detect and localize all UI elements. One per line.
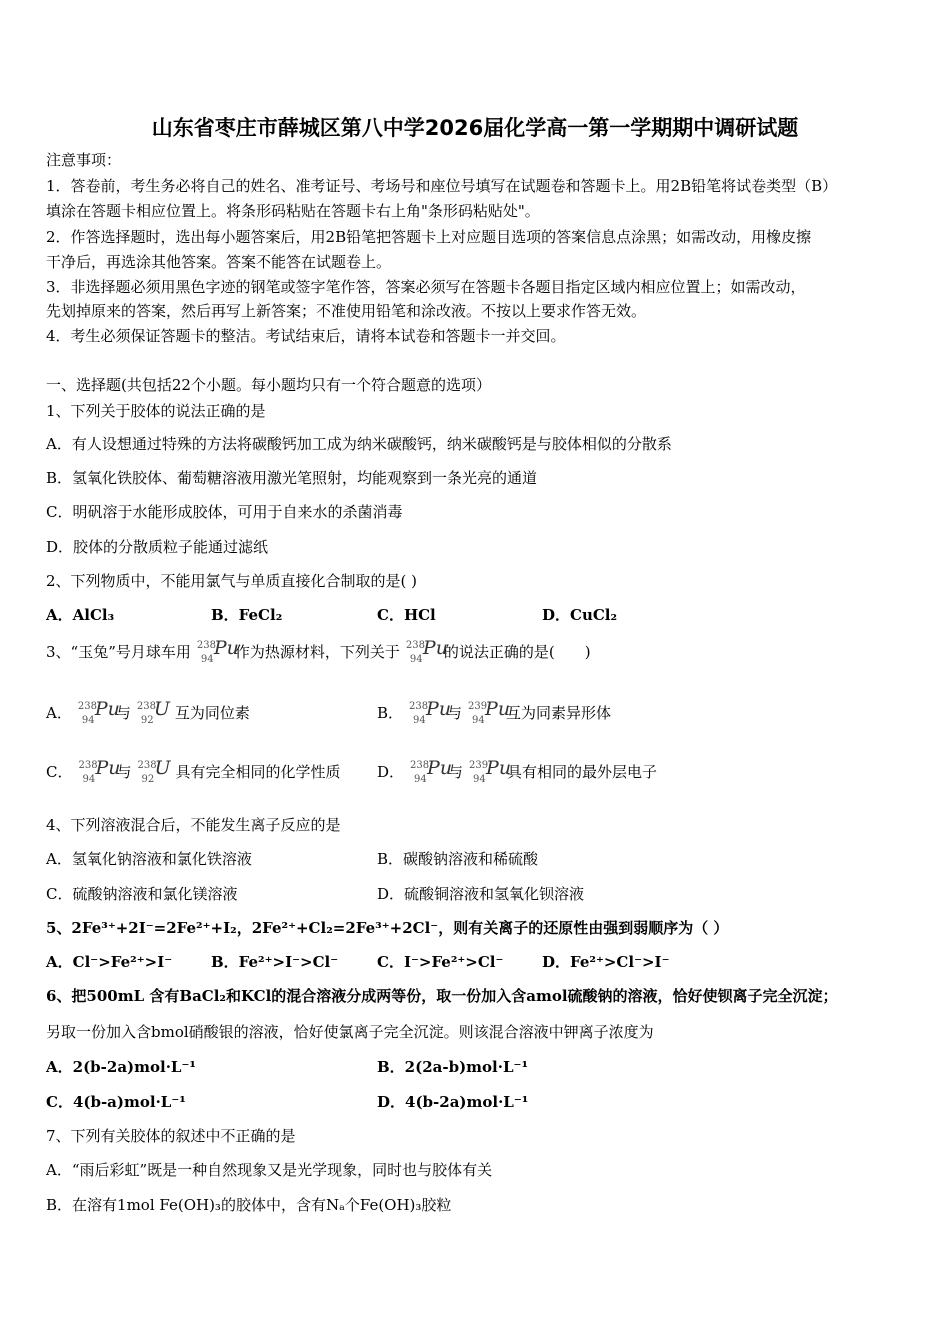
atomic-number: 94 [82,774,96,785]
q3-option-d [377,756,657,790]
connector: 与 [447,704,463,722]
connector: 与 [448,763,464,781]
atomic-number: 94 [409,654,423,665]
q2-option-b: B．FeCl₂ [211,606,283,624]
nuclide-pu238 [72,756,121,790]
q3-option-c [46,756,341,790]
question-7-stem: 7、下列有关胶体的叙述中不正确的是 [46,1127,296,1145]
atomic-number: 92 [140,715,154,726]
nuclide-pu238 [404,756,453,790]
option-label: A． [46,704,72,722]
nuclide-pu238 [400,636,448,670]
q6-option-c: C．4(b-a)mol·L⁻¹ [46,1093,186,1111]
nuclide-pu239 [463,756,512,790]
notice-line: 1．答卷前，考生务必将自己的姓名、准考证号、考场号和座位号填写在试题卷和答题卡上。用2B铅笔将试卷类型（B） [46,177,838,195]
q4-option-c: C．硫酸钠溶液和氯化镁溶液 [46,885,238,903]
mass-number: 238 [137,760,157,771]
q4-option-a: A．氢氧化钠溶液和氯化铁溶液 [46,850,252,868]
element-symbol: U [154,757,171,779]
nuclide-pu238 [191,636,239,670]
option-text: 具有完全相同的化学性质 [175,763,341,781]
option-label: B． [377,704,404,722]
q3-option-a [46,697,250,731]
nuclide-pu238 [72,697,120,731]
mass-number: 239 [469,760,489,771]
mass-number: 239 [468,701,488,712]
q1-option-c: C．明矾溶于水能形成胶体，可用于自来水的杀菌消毒 [46,503,403,521]
q6-option-b: B．2(2a-b)mol·L⁻¹ [377,1058,529,1076]
nuclide-pu239 [462,697,511,731]
q5-option-a: A．Cl⁻>Fe²⁺>I⁻ [46,953,173,971]
element-symbol: Pu [422,637,448,659]
q1-option-a: A．有人设想通过特殊的方法将碳酸钙加工成为纳米碳酸钙，纳米碳酸钙是与胶体相似的分散系 [46,435,672,453]
option-label: D． [377,763,405,781]
q2-option-c: C．HCl [377,606,436,624]
q1-option-d: D．胶体的分散质粒子能通过滤纸 [46,538,269,556]
connector: 与 [116,763,132,781]
q5-option-d: D．Fe²⁺>Cl⁻>I⁻ [542,953,670,971]
atomic-number: 94 [200,654,214,665]
notice-line: 先划掉原来的答案，然后再写上新答案；不准使用铅笔和涂改液。不按以上要求作答无效。 [46,302,647,320]
question-1-stem: 1、下列关于胶体的说法正确的是 [46,402,266,420]
nuclide-u238 [132,756,176,790]
q2-option-d: D．CuCl₂ [542,606,618,624]
atomic-number: 94 [414,774,427,785]
element-symbol: Pu [485,698,511,720]
element-symbol: Pu [95,757,121,779]
q7-option-a: A．“雨后彩虹”既是一种自然现象又是光学现象，同时也与胶体有关 [46,1161,493,1179]
atomic-number: 94 [473,774,486,785]
q3-option-b [377,697,611,731]
q7-option-b: B．在溶有1mol Fe(OH)₃的胶体中，含有Nₐ个Fe(OH)₃胶粒 [46,1196,452,1214]
element-symbol: Pu [486,757,512,779]
atomic-number: 94 [413,715,426,726]
question-5-stem: 5、2Fe³⁺+2I⁻=2Fe²⁺+I₂，2Fe²⁺+Cl₂=2Fe³⁺+2Cl⁻，则有关离子的还原性由强到弱顺序为（ ） [46,919,729,937]
option-label: C． [46,763,73,781]
q6-option-d: D．4(b-2a)mol·L⁻¹ [377,1093,529,1111]
q4-option-d: D．硫酸铜溶液和氢氧化钡溶液 [377,885,585,903]
element-symbol: Pu [94,698,120,720]
atomic-number: 92 [141,774,155,785]
question-2-stem: 2、下列物质中，不能用氯气与单质直接化合制取的是( ) [46,572,418,590]
mass-number: 238 [136,701,156,712]
notice-line: 干净后，再选涂其他答案。答案不能答在试题卷上。 [46,253,392,271]
element-symbol: Pu [213,637,239,659]
q4-option-b: B．碳酸钠溶液和稀硫酸 [377,850,539,868]
question-3-stem [46,636,591,670]
mass-number: 238 [409,701,429,712]
q2-option-a: A．AlCl₃ [46,606,115,624]
connector: 与 [115,704,131,722]
element-symbol: Pu [427,757,453,779]
atomic-number: 94 [472,715,485,726]
atomic-number: 94 [81,715,95,726]
exam-title: 山东省枣庄市薛城区第八中学2026届化学高一第一学期期中调研试题 [151,116,799,140]
option-text: 互为同素异形体 [506,704,612,722]
section-heading: 一、选择题(共包括22个小题。每小题均只有一个符合题意的选项） [46,376,491,394]
q5-option-c: C．I⁻>Fe²⁺>Cl⁻ [377,953,504,971]
q3-stem-part: 的说法正确的是( ) [443,643,591,661]
mass-number: 238 [77,701,97,712]
q5-option-b: B．Fe²⁺>I⁻>Cl⁻ [211,953,339,971]
mass-number: 238 [405,640,425,651]
q1-option-b: B．氢氧化铁胶体、葡萄糖溶液用激光笔照射，均能观察到一条光亮的通道 [46,469,538,487]
mass-number: 238 [78,760,98,771]
question-4-stem: 4、下列溶液混合后，不能发生离子反应的是 [46,816,341,834]
notice-line: 3．非选择题必须用黑色字迹的钢笔或签字笔作答，答案必须写在答题卡各题目指定区域内相应位置上；如需改动， [46,278,806,296]
q3-stem-part: 3、“玉兔”号月球车用 [46,643,191,661]
notice-heading: 注意事项： [46,151,122,169]
mass-number: 238 [196,640,216,651]
notice-line: 2．作答选择题时，选出每小题答案后，用2B铅笔把答题卡上对应题目选项的答案信息点涂黑；如需改动，用橡皮擦 [46,228,812,246]
element-symbol: U [153,698,170,720]
question-6-stem: 6、把500mL 含有BaCl₂和KCl的混合溶液分成两等份，取一份加入含amol硫酸钠的溶液，恰好使钡离子完全沉淀； [46,987,838,1005]
option-text: 具有相同的最外层电子 [507,763,658,781]
option-text: 互为同位素 [174,704,250,722]
question-6-stem-cont: 另取一份加入含bmol硝酸银的溶液，恰好使氯离子完全沉淀。则该混合溶液中钾离子浓度为 [46,1023,654,1041]
q6-option-a: A．2(b-2a)mol·L⁻¹ [46,1058,196,1076]
notice-line: 填涂在答题卡相应位置上。将条形码粘贴在答题卡右上角"条形码粘贴处"。 [46,202,540,220]
nuclide-pu238 [403,697,452,731]
notice-line: 4．考生必须保证答题卡的整洁。考试结束后，请将本试卷和答题卡一并交回。 [46,327,566,345]
q3-stem-part: 作为热源材料，下列关于 [234,643,400,661]
nuclide-u238 [131,697,175,731]
mass-number: 238 [410,760,430,771]
element-symbol: Pu [426,698,452,720]
